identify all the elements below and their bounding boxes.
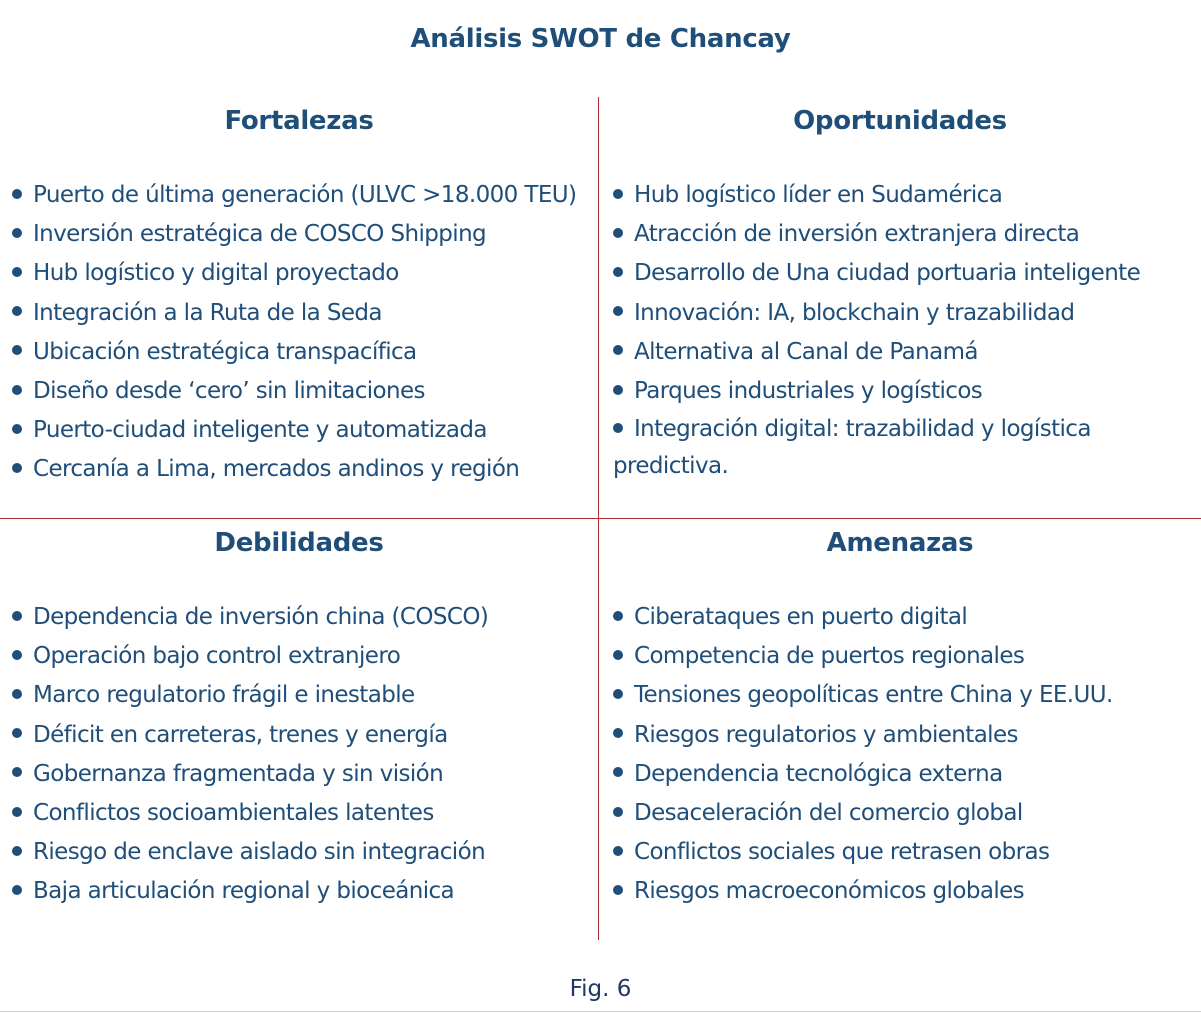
list-item: Déficit en carreteras, trenes y energía — [0, 716, 598, 755]
list-item: Parques industriales y logísticos — [599, 372, 1201, 411]
bullet-icon — [12, 767, 22, 777]
list-item: Conflictos sociales que retrasen obras — [599, 833, 1201, 872]
list-item: Baja articulación regional y bioceánica — [0, 872, 598, 911]
bullet-icon — [613, 650, 623, 660]
bullet-icon — [12, 385, 22, 395]
list-item: Marco regulatorio frágil e inestable — [0, 676, 598, 715]
list-item: Alternativa al Canal de Panamá — [599, 333, 1201, 372]
list-item: Puerto-ciudad inteligente y automatizada — [0, 411, 598, 450]
strengths-heading: Fortalezas — [224, 106, 374, 136]
list-item: Hub logístico y digital proyectado — [0, 254, 598, 293]
list-item: Gobernanza fragmentada y sin visión — [0, 755, 598, 794]
bullet-icon — [613, 385, 623, 395]
list-item: Integración a la Ruta de la Seda — [0, 294, 598, 333]
bullet-icon — [613, 345, 623, 355]
bullet-icon — [12, 267, 22, 277]
bullet-icon — [613, 306, 623, 316]
list-item: Ciberataques en puerto digital — [599, 598, 1201, 637]
list-item: Integración digital: trazabilidad y logística predictiva. — [613, 416, 1091, 480]
strengths-list — [0, 176, 598, 490]
list-item: Tensiones geopolíticas entre China y EE.UU. — [599, 676, 1201, 715]
list-item: Dependencia tecnológica externa — [599, 755, 1201, 794]
bullet-icon — [613, 267, 623, 277]
bullet-icon — [12, 228, 22, 238]
bullet-icon — [12, 611, 22, 621]
list-item: Ubicación estratégica transpacífica — [0, 333, 598, 372]
list-item: Innovación: IA, blockchain y trazabilidad — [599, 294, 1201, 333]
quadrant-threats — [599, 519, 1201, 912]
bullet-icon — [12, 885, 22, 895]
bullet-icon — [12, 463, 22, 473]
list-item: Hub logístico líder en Sudamérica — [599, 176, 1201, 215]
bullet-icon — [12, 689, 22, 699]
bullet-icon — [613, 728, 623, 738]
list-item: Cercanía a Lima, mercados andinos y región — [0, 450, 598, 489]
bullet-icon — [613, 611, 623, 621]
list-item: Riesgos regulatorios y ambientales — [599, 716, 1201, 755]
threats-heading: Amenazas — [826, 528, 974, 558]
list-item: Puerto de última generación (ULVC >18.000 TEU) — [0, 176, 598, 215]
bullet-icon — [613, 689, 623, 699]
bullet-icon — [613, 885, 623, 895]
list-item: Atracción de inversión extranjera directa — [599, 215, 1201, 254]
list-item: Desarrollo de Una ciudad portuaria inteligente — [599, 254, 1201, 293]
figure-caption: Fig. 6 — [569, 976, 632, 1002]
bullet-icon — [12, 846, 22, 856]
list-item: Operación bajo control extranjero — [0, 637, 598, 676]
bullet-icon — [12, 345, 22, 355]
list-item: Competencia de puertos regionales — [599, 637, 1201, 676]
bullet-icon — [613, 846, 623, 856]
list-item: Riesgos macroeconómicos globales — [599, 872, 1201, 911]
bullet-icon — [12, 650, 22, 660]
quadrant-strengths — [0, 97, 598, 490]
opportunities-list — [599, 176, 1201, 485]
opportunities-heading: Oportunidades — [793, 106, 1007, 136]
list-item: Desaceleración del comercio global — [599, 794, 1201, 833]
list-item: Conflictos socioambientales latentes — [0, 794, 598, 833]
list-item: Riesgo de enclave aislado sin integración — [0, 833, 598, 872]
bullet-icon — [613, 228, 623, 238]
bottom-divider — [0, 1011, 1201, 1012]
bullet-icon — [613, 807, 623, 817]
bullet-icon — [12, 728, 22, 738]
weaknesses-list — [0, 598, 598, 912]
bullet-icon — [12, 306, 22, 316]
weaknesses-heading: Debilidades — [214, 528, 384, 558]
bullet-icon — [12, 189, 22, 199]
figure-title: Análisis SWOT de Chancay — [410, 24, 791, 54]
list-item: Dependencia de inversión china (COSCO) — [0, 598, 598, 637]
quadrant-opportunities — [599, 97, 1201, 485]
bullet-icon — [613, 767, 623, 777]
threats-list — [599, 598, 1201, 912]
bullet-icon — [613, 423, 623, 433]
list-item: Inversión estratégica de COSCO Shipping — [0, 215, 598, 254]
quadrant-weaknesses — [0, 519, 598, 912]
bullet-icon — [12, 424, 22, 434]
list-item: Diseño desde ‘cero’ sin limitaciones — [0, 372, 598, 411]
bullet-icon — [613, 189, 623, 199]
bullet-icon — [12, 807, 22, 817]
